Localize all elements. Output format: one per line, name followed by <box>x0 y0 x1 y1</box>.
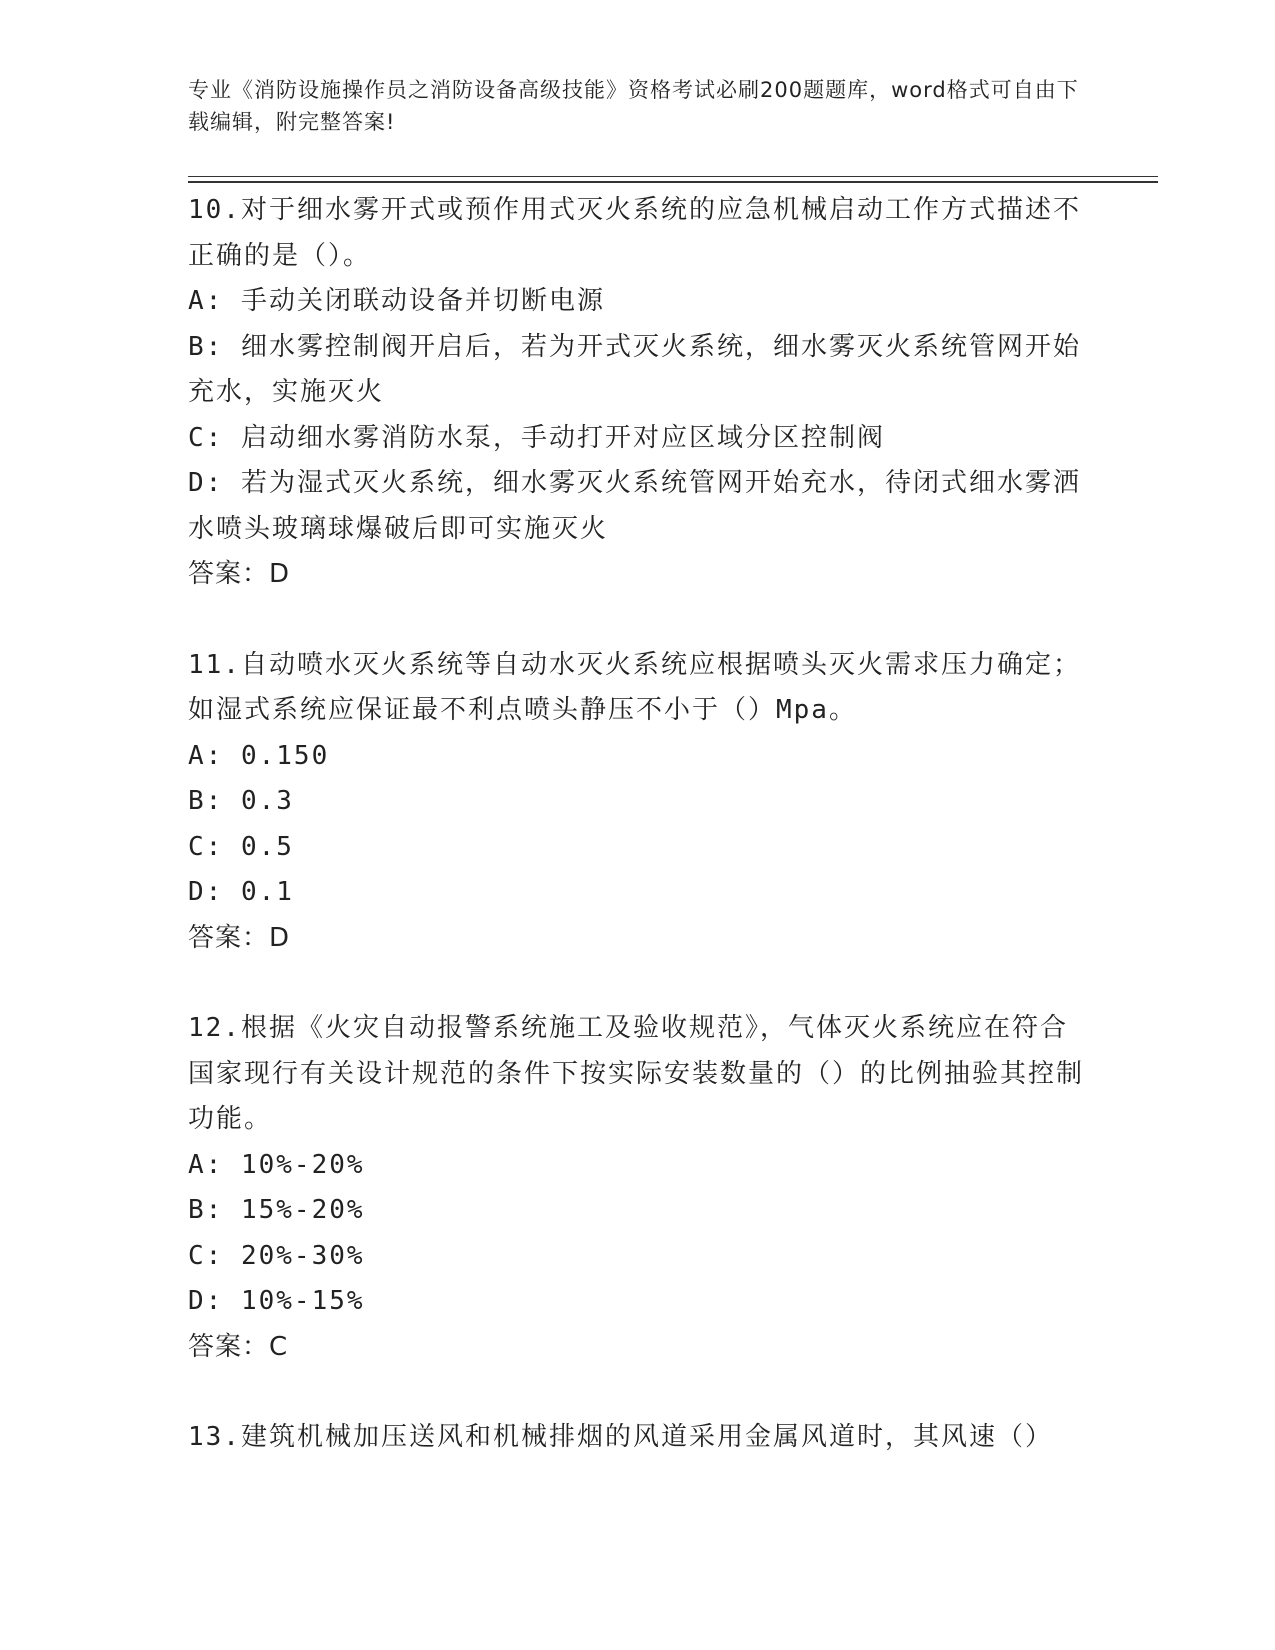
question-10 <box>188 188 1088 598</box>
option-a: A: 手动关闭联动设备并切断电源 <box>188 286 605 316</box>
question-stem: 13.建筑机械加压送风和机械排烟的风道采用金属风道时，其风速（） <box>188 1422 1053 1452</box>
option-d: D: 若为湿式灭火系统，细水雾灭火系统管网开始充水，待闭式细水雾洒水喷头玻璃球爆破后即可实施灭火 <box>188 468 1081 544</box>
header-divider-thin <box>188 176 1158 177</box>
question-stem: 10.对于细水雾开式或预作用式灭火系统的应急机械启动工作方式描述不正确的是（）。 <box>188 195 1081 271</box>
question-12 <box>188 1006 1088 1370</box>
option-b: B: 细水雾控制阀开启后，若为开式灭火系统，细水雾灭火系统管网开始充水，实施灭火 <box>188 331 1081 407</box>
option-c: C: 20%-30% <box>188 1240 365 1271</box>
option-d: D: 0.1 <box>188 877 294 907</box>
question-13 <box>188 1415 1088 1461</box>
option-a: A: 10%-20% <box>188 1149 365 1180</box>
option-d: D: 10%-15% <box>188 1286 365 1316</box>
option-a: A: 0.150 <box>188 740 330 771</box>
question-stem: 12.根据《火灾自动报警系统施工及验收规范》，气体灭火系统应在符合国家现行有关设计规范的条件下按实际安装数量的（）的比例抽验其控制功能。 <box>188 1013 1085 1134</box>
option-b: B: 0.3 <box>188 786 294 816</box>
option-b: B: 15%-20% <box>188 1195 365 1225</box>
question-11 <box>188 643 1088 962</box>
header-divider-thick <box>188 181 1158 183</box>
question-stem: 11.自动喷水灭火系统等自动水灭火系统应根据喷头灭火需求压力确定；如湿式系统应保证最不利点喷头静压不小于（）Mpa。 <box>188 649 1081 725</box>
answer-line: 答案：C <box>188 1331 289 1362</box>
answer-line: 答案：D <box>188 922 291 953</box>
option-c: C: 0.5 <box>188 831 294 862</box>
question-list <box>188 188 1088 1461</box>
option-c: C: 启动细水雾消防水泵，手动打开对应区域分区控制阀 <box>188 422 885 453</box>
document-header: 专业《消防设施操作员之消防设备高级技能》资格考试必刷200题题库，word格式可自由下载编辑，附完整答案! <box>188 78 1079 134</box>
answer-line: 答案：D <box>188 559 291 589</box>
